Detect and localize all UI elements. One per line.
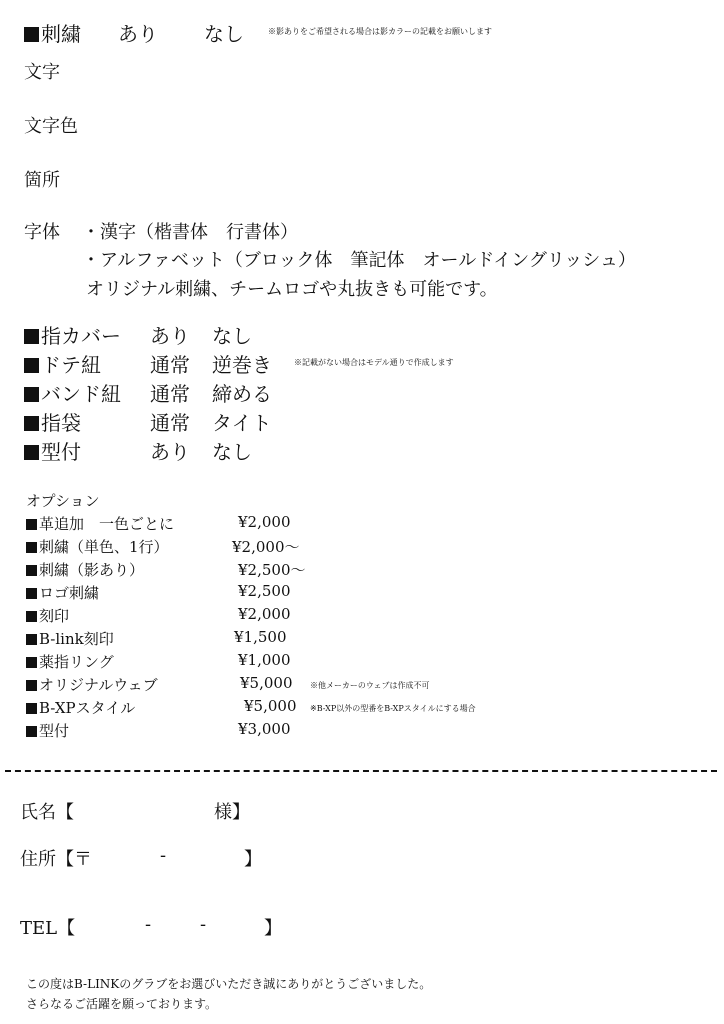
price-item-name: オリジナルウェブ — [26, 674, 158, 695]
price-item-name: B-XPスタイル — [26, 697, 135, 718]
tel-dash: - — [200, 914, 207, 935]
option-choice-b[interactable]: 逆巻き — [212, 353, 272, 377]
price-item-value: ¥2,500～ — [238, 561, 306, 579]
font-alphabet: ・アルファベット（ブロック体 筆記体 オールドイングリッシュ） — [82, 250, 636, 271]
option-choice-b[interactable]: なし — [212, 324, 252, 348]
price-item-name: 刺繍（影あり） — [26, 559, 144, 580]
font-original: オリジナル刺繍、チームロゴや丸抜きも可能です。 — [86, 279, 498, 300]
font-kanji: ・漢字（楷書体 行書体） — [82, 222, 298, 243]
option-row — [24, 378, 121, 407]
square-bullet-icon — [26, 657, 37, 668]
text-color-field-label: 文字色 — [24, 116, 78, 137]
option-label: ドテ紐 — [41, 353, 101, 377]
price-item-value: ¥5,000 — [244, 697, 297, 715]
embroidery-option-no[interactable]: なし — [204, 22, 244, 46]
font-label: 字体 — [24, 222, 60, 243]
price-item-name: 刺繍（単色、1行） — [26, 536, 169, 557]
name-suffix: 様】 — [214, 802, 250, 823]
tel-input[interactable] — [82, 914, 262, 936]
price-item-value: ¥1,500 — [234, 628, 287, 646]
location-field-label: 箇所 — [24, 170, 60, 191]
price-item-value: ¥2,000～ — [232, 538, 300, 556]
option-label: 指袋 — [41, 411, 81, 435]
cut-line-divider — [5, 770, 717, 772]
option-choice-a[interactable]: 通常 — [150, 382, 190, 406]
price-item-name: 刻印 — [26, 605, 69, 626]
wishes-line: さらなるご活躍を願っております。 — [26, 997, 218, 1011]
price-item-name: B-link刻印 — [26, 628, 114, 649]
square-bullet-icon — [26, 542, 37, 553]
price-item-note: ※他メーカーのウェブは作成不可 — [310, 681, 430, 690]
option-label: 型付 — [41, 440, 81, 464]
price-item-value: ¥1,000 — [238, 651, 291, 669]
address-close-bracket: 】 — [244, 849, 262, 870]
option-choice-b[interactable]: タイト — [212, 411, 272, 435]
price-item-name: 薬指リング — [26, 651, 114, 672]
option-choice-a[interactable]: あり — [150, 324, 190, 348]
price-item-name: ロゴ刺繍 — [26, 582, 99, 603]
option-row — [24, 349, 101, 378]
tel-field-label: TEL【 — [20, 918, 76, 939]
price-item-name: 革追加 一色ごとに — [26, 513, 174, 534]
option-label: バンド紐 — [41, 382, 121, 406]
square-bullet-icon — [24, 387, 39, 402]
square-bullet-icon — [26, 680, 37, 691]
option-choice-a[interactable]: 通常 — [150, 353, 190, 377]
option-choice-a[interactable]: あり — [150, 440, 190, 464]
square-bullet-icon — [24, 416, 39, 431]
option-choice-a[interactable]: 通常 — [150, 411, 190, 435]
option-row — [24, 407, 81, 436]
option-row — [24, 320, 121, 349]
square-bullet-icon — [26, 703, 37, 714]
price-item-value: ¥2,000 — [238, 513, 291, 531]
price-item-value: ¥2,500 — [238, 582, 291, 600]
postal-code-input[interactable] — [112, 845, 242, 867]
option-note: ※記載がない場合はモデル通りで作成します — [294, 358, 454, 367]
square-bullet-icon — [24, 27, 39, 42]
square-bullet-icon — [26, 634, 37, 645]
square-bullet-icon — [24, 329, 39, 344]
price-item-note: ※B-XP以外の型番をB-XPスタイルにする場合 — [310, 704, 476, 713]
option-row — [24, 436, 81, 465]
name-input[interactable] — [110, 798, 210, 820]
square-bullet-icon — [26, 565, 37, 576]
square-bullet-icon — [24, 358, 39, 373]
square-bullet-icon — [26, 519, 37, 530]
embroidery-option-yes[interactable]: あり — [118, 22, 158, 46]
option-choice-b[interactable]: 締める — [212, 382, 272, 406]
square-bullet-icon — [26, 588, 37, 599]
text-field-label: 文字 — [24, 62, 60, 83]
square-bullet-icon — [26, 611, 37, 622]
square-bullet-icon — [24, 445, 39, 460]
tel-close-bracket: 】 — [264, 918, 282, 939]
price-item-name: 型付 — [26, 720, 69, 741]
tel-dash: - — [145, 914, 152, 935]
embroidery-label: 刺繍 — [41, 22, 81, 46]
postal-code-dash: - — [160, 845, 167, 866]
embroidery-heading — [24, 18, 81, 47]
thanks-line: この度はB-LINKのグラブをお選びいただき誠にありがとうございました。 — [26, 977, 432, 991]
address-field-label: 住所【〒 — [20, 849, 92, 870]
price-item-value: ¥5,000 — [240, 674, 293, 692]
square-bullet-icon — [26, 726, 37, 737]
option-list-title: オプション — [26, 492, 100, 510]
embroidery-note: ※影ありをご希望される場合は影カラーの記載をお願いします — [268, 27, 492, 36]
option-label: 指カバー — [41, 324, 121, 348]
price-item-value: ¥3,000 — [238, 720, 291, 738]
price-item-value: ¥2,000 — [238, 605, 291, 623]
name-field-label: 氏名【 — [20, 802, 74, 823]
option-choice-b[interactable]: なし — [212, 440, 252, 464]
